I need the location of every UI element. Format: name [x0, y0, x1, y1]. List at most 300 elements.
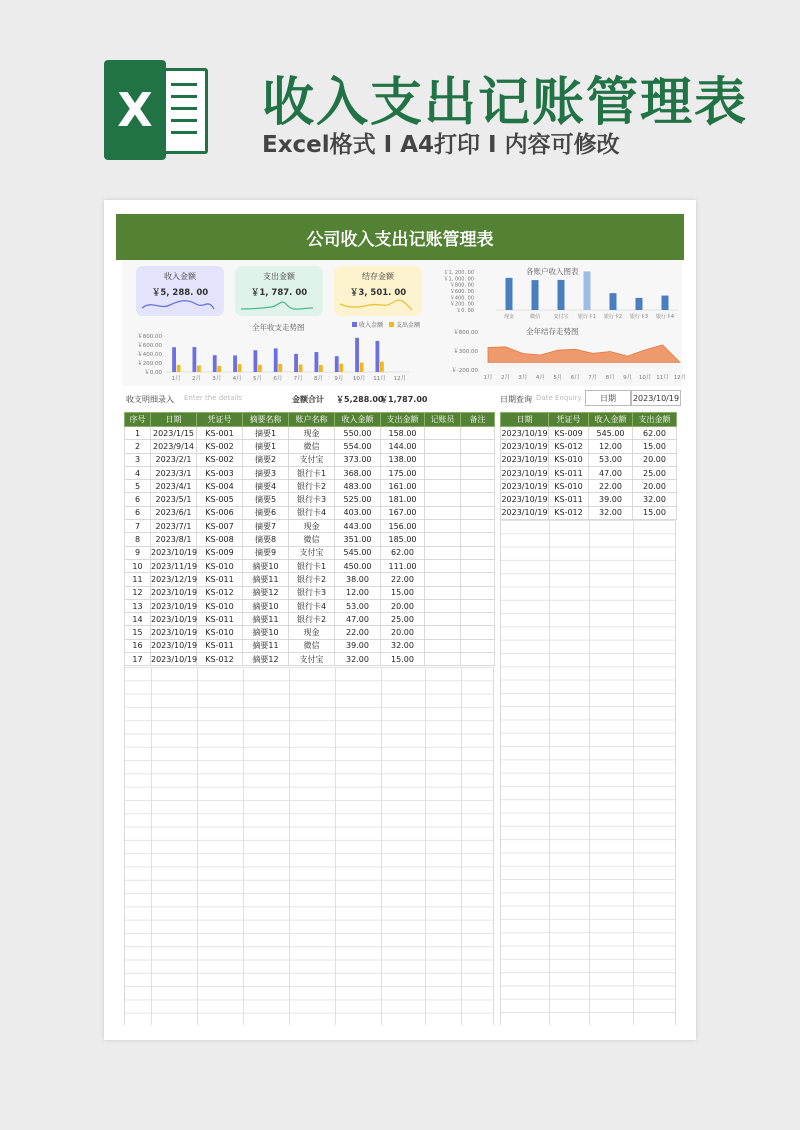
table-row — [125, 586, 495, 599]
table-cell[interactable]: KS-012 — [197, 653, 243, 666]
year-trend-chart — [122, 318, 422, 388]
table-cell[interactable]: 10 — [125, 559, 151, 572]
kpi-sparkline — [241, 296, 317, 312]
y-tick-label: ￥800.00 — [453, 330, 478, 336]
table-cell[interactable]: KS-009 — [197, 546, 243, 559]
table-cell[interactable] — [425, 613, 461, 626]
ledger-label: 收支明细录入 — [126, 395, 174, 404]
x-tick-label: 5月 — [253, 376, 262, 382]
table-cell[interactable]: 摘要7 — [243, 520, 289, 533]
bar — [506, 278, 513, 310]
y-tick-label: ￥400. 00 — [449, 295, 474, 302]
table-cell[interactable] — [425, 493, 461, 506]
table-cell[interactable]: 156.00 — [381, 520, 425, 533]
table-cell[interactable]: KS-011 — [197, 573, 243, 586]
table-cell[interactable]: 144.00 — [381, 440, 425, 453]
table-cell[interactable]: 2023/5/1 — [151, 493, 197, 506]
bar-expense — [238, 364, 242, 372]
spreadsheet-page — [104, 200, 696, 1040]
bar-expense — [380, 362, 384, 372]
table-cell[interactable]: KS-002 — [197, 440, 243, 453]
x-tick-label: 银行卡4 — [655, 314, 675, 320]
table-cell[interactable]: 摘要12 — [243, 586, 289, 599]
table-cell[interactable]: 351.00 — [335, 533, 381, 546]
balance-trend-chart — [432, 326, 687, 386]
column-header[interactable]: 支出金额 — [381, 413, 425, 427]
sheet-title: 公司收入支出记账管理表 — [116, 214, 684, 260]
table-cell[interactable]: 2023/10/19 — [501, 506, 549, 519]
table-row — [501, 493, 677, 506]
ledger-input-hint[interactable]: Enter the details — [184, 394, 243, 402]
table-cell[interactable]: 8 — [125, 533, 151, 546]
table-cell[interactable]: KS-006 — [197, 506, 243, 519]
x-tick-label: 7月 — [588, 375, 598, 381]
table-cell[interactable]: KS-012 — [197, 586, 243, 599]
table-cell[interactable]: KS-010 — [549, 480, 589, 493]
table-cell[interactable]: 22.00 — [381, 573, 425, 586]
table-cell[interactable]: KS-007 — [197, 520, 243, 533]
kpi-sparkline — [142, 296, 218, 312]
table-row — [125, 599, 495, 612]
table-cell[interactable]: KS-011 — [549, 493, 589, 506]
table-cell[interactable]: 17 — [125, 653, 151, 666]
table-cell[interactable]: 2023/10/19 — [501, 493, 549, 506]
table-cell[interactable]: 25.00 — [633, 466, 677, 479]
table-cell[interactable]: 2023/12/19 — [151, 573, 197, 586]
kpi-value: ￥1, 787. 00 — [250, 288, 308, 298]
table-cell[interactable]: 12.00 — [335, 586, 381, 599]
bar-income — [254, 350, 258, 372]
table-cell[interactable]: 20.00 — [381, 626, 425, 639]
table-cell[interactable]: 22.00 — [589, 480, 633, 493]
table-cell[interactable]: 摘要3 — [243, 466, 289, 479]
table-cell[interactable]: 368.00 — [335, 466, 381, 479]
table-cell[interactable]: 2023/1/15 — [151, 427, 197, 440]
table-cell[interactable]: 2023/10/19 — [151, 639, 197, 652]
table-cell[interactable]: 32.00 — [633, 493, 677, 506]
table-cell[interactable]: KS-010 — [197, 599, 243, 612]
table-cell[interactable]: 6 — [125, 493, 151, 506]
x-tick-label: 2月 — [192, 376, 201, 382]
table-cell[interactable]: 138.00 — [381, 453, 425, 466]
table-cell[interactable]: 2023/6/1 — [151, 506, 197, 519]
x-tick-label: 6月 — [273, 376, 283, 382]
table-cell[interactable]: 银行卡1 — [289, 466, 335, 479]
table-cell[interactable]: 2023/8/1 — [151, 533, 197, 546]
x-tick-label: 3月 — [518, 375, 528, 381]
column-header[interactable]: 凭证号 — [197, 413, 243, 427]
table-cell[interactable] — [425, 626, 461, 639]
table-cell[interactable]: 银行卡4 — [289, 599, 335, 612]
chart-legend: 收入金额 支出金额 — [348, 320, 420, 329]
table-cell[interactable]: 4 — [125, 466, 151, 479]
column-header[interactable]: 账户名称 — [289, 413, 335, 427]
total-label: 金额合计 — [292, 395, 324, 404]
table-cell[interactable] — [461, 466, 495, 479]
table-cell[interactable]: 15.00 — [633, 440, 677, 453]
table-cell[interactable] — [425, 506, 461, 519]
column-header[interactable]: 收入金额 — [589, 413, 633, 427]
table-cell[interactable]: KS-010 — [549, 453, 589, 466]
x-tick-label: 4月 — [232, 376, 242, 382]
excel-logo-icon: X — [100, 60, 210, 160]
y-tick-label: ￥300.00 — [453, 349, 478, 355]
y-tick-label: ￥1, 200. 00 — [443, 270, 474, 276]
table-cell[interactable]: 银行卡2 — [289, 480, 335, 493]
table-cell[interactable] — [461, 653, 495, 666]
table-cell[interactable]: 2023/2/1 — [151, 453, 197, 466]
table-cell[interactable]: 微信 — [289, 639, 335, 652]
column-header[interactable]: 日期 — [501, 413, 549, 427]
table-row — [501, 427, 677, 440]
table-cell[interactable]: 摘要8 — [243, 533, 289, 546]
table-row — [125, 626, 495, 639]
table-cell[interactable] — [425, 440, 461, 453]
bar-expense — [217, 366, 221, 372]
table-cell[interactable]: 2023/10/19 — [501, 466, 549, 479]
bar-income — [355, 338, 359, 372]
table-cell[interactable]: KS-008 — [197, 533, 243, 546]
column-header[interactable]: 日期 — [151, 413, 197, 427]
table-cell[interactable]: KS-011 — [549, 466, 589, 479]
table-cell[interactable]: 38.00 — [335, 573, 381, 586]
y-tick-label: ￥200. 00 — [449, 301, 474, 308]
table-cell[interactable]: 20.00 — [633, 453, 677, 466]
table-cell[interactable]: 32.00 — [381, 639, 425, 652]
table-cell[interactable]: 摘要11 — [243, 573, 289, 586]
table-cell[interactable]: 摘要10 — [243, 559, 289, 572]
table-cell[interactable]: 554.00 — [335, 440, 381, 453]
column-header[interactable]: 记账员 — [425, 413, 461, 427]
table-cell[interactable] — [461, 559, 495, 572]
table-cell[interactable]: 15.00 — [633, 506, 677, 519]
bar-expense — [299, 364, 303, 372]
table-cell[interactable]: 161.00 — [381, 480, 425, 493]
table-cell[interactable]: KS-005 — [197, 493, 243, 506]
table-cell[interactable]: 2023/10/19 — [151, 599, 197, 612]
table-cell[interactable] — [461, 520, 495, 533]
table-cell[interactable] — [461, 546, 495, 559]
table-row — [125, 453, 495, 466]
account-income-chart — [432, 268, 682, 322]
x-tick-label: 8月 — [314, 376, 323, 382]
table-cell[interactable]: 银行卡2 — [289, 573, 335, 586]
table-cell[interactable]: 2023/10/19 — [151, 613, 197, 626]
table-cell[interactable] — [461, 599, 495, 612]
table-row — [501, 466, 677, 479]
table-cell[interactable]: 16 — [125, 639, 151, 652]
table-cell[interactable]: 62.00 — [633, 427, 677, 440]
x-tick-label: 10月 — [638, 375, 652, 381]
promo-banner — [0, 0, 800, 200]
table-cell[interactable]: 20.00 — [381, 599, 425, 612]
table-cell[interactable] — [425, 599, 461, 612]
table-row — [501, 440, 677, 453]
table-cell[interactable] — [461, 440, 495, 453]
table-cell[interactable] — [425, 427, 461, 440]
table-cell[interactable]: 微信 — [289, 533, 335, 546]
table-cell[interactable]: 摘要6 — [243, 506, 289, 519]
table-cell[interactable] — [461, 586, 495, 599]
table-cell[interactable] — [425, 653, 461, 666]
table-cell[interactable]: 摘要1 — [243, 427, 289, 440]
table-cell[interactable]: 22.00 — [335, 626, 381, 639]
table-cell[interactable]: 银行卡4 — [289, 506, 335, 519]
table-cell[interactable]: 摘要2 — [243, 453, 289, 466]
table-cell[interactable]: 银行卡2 — [289, 613, 335, 626]
x-tick-label: 9月 — [334, 376, 344, 382]
bar-income — [376, 341, 380, 372]
table-cell[interactable]: 2023/10/19 — [151, 546, 197, 559]
table-cell[interactable]: KS-012 — [549, 440, 589, 453]
table-cell[interactable]: 175.00 — [381, 466, 425, 479]
x-tick-label: 4月 — [535, 375, 545, 381]
table-cell[interactable]: 3 — [125, 453, 151, 466]
table-cell[interactable] — [425, 546, 461, 559]
x-tick-label: 微信 — [529, 314, 541, 320]
table-cell[interactable] — [425, 466, 461, 479]
page-title: 收入支出记账管理表 — [262, 73, 749, 133]
table-cell[interactable] — [425, 533, 461, 546]
table-cell[interactable]: 545.00 — [335, 546, 381, 559]
table-cell[interactable]: 167.00 — [381, 506, 425, 519]
date-query-input[interactable]: 2023/10/19 — [631, 390, 681, 406]
table-cell[interactable] — [461, 506, 495, 519]
table-cell[interactable]: 53.00 — [589, 453, 633, 466]
bar — [662, 296, 669, 310]
table-cell[interactable]: 银行卡3 — [289, 493, 335, 506]
bar — [558, 280, 565, 310]
table-cell[interactable]: 支付宝 — [289, 453, 335, 466]
x-tick-label: 银行卡2 — [603, 314, 623, 320]
table-cell[interactable]: 111.00 — [381, 559, 425, 572]
table-cell[interactable]: 403.00 — [335, 506, 381, 519]
table-cell[interactable]: 2023/10/19 — [501, 453, 549, 466]
table-cell[interactable]: 2023/7/1 — [151, 520, 197, 533]
table-cell[interactable]: 373.00 — [335, 453, 381, 466]
y-tick-label: ￥1, 000. 00 — [443, 276, 474, 283]
table-cell[interactable]: 2023/10/19 — [501, 440, 549, 453]
x-tick-label: 11月 — [373, 376, 386, 382]
table-cell[interactable]: 2 — [125, 440, 151, 453]
table-cell[interactable]: 5 — [125, 480, 151, 493]
table-cell[interactable]: 47.00 — [589, 466, 633, 479]
x-tick-label: 支付宝 — [553, 314, 569, 320]
column-header[interactable]: 支出金额 — [633, 413, 677, 427]
bar — [584, 271, 591, 310]
column-header[interactable]: 序号 — [125, 413, 151, 427]
total-expense: ￥1,787.00 — [380, 395, 428, 404]
y-tick-label: ￥0.00 — [144, 370, 162, 376]
table-cell[interactable]: KS-009 — [549, 427, 589, 440]
table-cell[interactable]: KS-004 — [197, 480, 243, 493]
table-cell[interactable] — [461, 639, 495, 652]
kpi-label: 支出金额 — [263, 272, 295, 281]
bar-expense — [258, 365, 262, 372]
kpi-value: ￥3, 501. 00 — [349, 288, 407, 298]
table-cell[interactable]: 47.00 — [335, 613, 381, 626]
table-cell[interactable] — [425, 586, 461, 599]
table-cell[interactable]: KS-010 — [197, 626, 243, 639]
bar-income — [213, 355, 217, 372]
bar-income — [335, 356, 339, 372]
x-tick-label: 11月 — [656, 375, 669, 381]
table-cell[interactable]: 2023/9/14 — [151, 440, 197, 453]
y-tick-label: ￥600. 00 — [449, 289, 474, 295]
table-cell[interactable]: 摘要1 — [243, 440, 289, 453]
table-cell[interactable]: 39.00 — [335, 639, 381, 652]
chart-title: 全年收支走势图 — [252, 323, 305, 332]
table-cell[interactable] — [425, 639, 461, 652]
bar-income — [294, 354, 298, 372]
kpi-balance-card — [334, 266, 422, 316]
table-cell[interactable]: 摘要11 — [243, 639, 289, 652]
table-cell[interactable]: 13 — [125, 599, 151, 612]
table-cell[interactable]: KS-001 — [197, 427, 243, 440]
x-tick-label: 10月 — [352, 376, 366, 382]
table-cell[interactable]: 550.00 — [335, 427, 381, 440]
table-cell[interactable]: 银行卡3 — [289, 586, 335, 599]
table-cell[interactable]: 185.00 — [381, 533, 425, 546]
kpi-expense-card — [235, 266, 323, 316]
table-cell[interactable]: 2023/10/19 — [151, 626, 197, 639]
table-cell[interactable]: 545.00 — [589, 427, 633, 440]
kpi-label: 收入金额 — [164, 272, 196, 281]
table-cell[interactable]: KS-011 — [197, 639, 243, 652]
table-cell[interactable] — [461, 480, 495, 493]
table-cell[interactable]: 摘要10 — [243, 626, 289, 639]
table-cell[interactable] — [461, 626, 495, 639]
table-cell[interactable]: 支付宝 — [289, 653, 335, 666]
table-cell[interactable] — [461, 573, 495, 586]
table-cell[interactable]: 摘要10 — [243, 599, 289, 612]
column-header[interactable]: 备注 — [461, 413, 495, 427]
bar-expense — [339, 364, 343, 372]
table-cell[interactable]: KS-012 — [549, 506, 589, 519]
table-cell[interactable]: 2023/3/1 — [151, 466, 197, 479]
table-cell[interactable]: 443.00 — [335, 520, 381, 533]
x-tick-label: 银行卡1 — [577, 314, 597, 320]
table-cell[interactable] — [425, 520, 461, 533]
table-cell[interactable] — [461, 427, 495, 440]
y-tick-label: ￥800. 00 — [449, 282, 474, 289]
y-tick-label: ￥600.00 — [137, 343, 162, 349]
table-cell[interactable]: 15.00 — [381, 586, 425, 599]
total-income: ￥5,288.00 — [336, 395, 384, 404]
kpi-sparkline — [340, 296, 416, 312]
column-header[interactable]: 收入金额 — [335, 413, 381, 427]
table-cell[interactable]: 14 — [125, 613, 151, 626]
query-input-hint[interactable]: Date Enquiry — [536, 394, 582, 402]
kpi-income-card — [136, 266, 224, 316]
table-cell[interactable]: 39.00 — [589, 493, 633, 506]
query-label: 日期查询 — [500, 395, 532, 404]
table-row — [125, 493, 495, 506]
table-cell[interactable]: 摘要4 — [243, 480, 289, 493]
query-empty-rows — [500, 520, 676, 1025]
table-cell[interactable]: 9 — [125, 546, 151, 559]
table-row — [125, 506, 495, 519]
table-cell[interactable]: 525.00 — [335, 493, 381, 506]
column-header[interactable]: 凭证号 — [549, 413, 589, 427]
table-cell[interactable]: 6 — [125, 506, 151, 519]
column-header[interactable]: 摘要名称 — [243, 413, 289, 427]
x-tick-label: 现金 — [503, 314, 515, 320]
table-cell[interactable]: 32.00 — [335, 653, 381, 666]
table-cell[interactable]: 32.00 — [589, 506, 633, 519]
table-cell[interactable]: 450.00 — [335, 559, 381, 572]
table-row — [501, 506, 677, 519]
table-cell[interactable] — [425, 573, 461, 586]
table-cell[interactable]: 11 — [125, 573, 151, 586]
table-cell[interactable]: 银行卡1 — [289, 559, 335, 572]
table-cell[interactable]: 2023/10/19 — [151, 586, 197, 599]
y-tick-label: ￥800.00 — [137, 334, 162, 340]
table-cell[interactable]: 53.00 — [335, 599, 381, 612]
table-cell[interactable]: 支付宝 — [289, 546, 335, 559]
table-row — [125, 440, 495, 453]
table-cell[interactable]: 15.00 — [381, 653, 425, 666]
table-cell[interactable] — [461, 533, 495, 546]
ledger-table — [124, 412, 495, 666]
table-cell[interactable]: 7 — [125, 520, 151, 533]
table-cell[interactable]: 2023/10/19 — [501, 480, 549, 493]
bar-expense — [319, 365, 323, 372]
table-cell[interactable]: 12.00 — [589, 440, 633, 453]
table-cell[interactable]: 摘要11 — [243, 613, 289, 626]
table-cell[interactable]: 摘要9 — [243, 546, 289, 559]
table-cell[interactable]: 62.00 — [381, 546, 425, 559]
table-cell[interactable]: 25.00 — [381, 613, 425, 626]
bar-income — [315, 352, 319, 372]
table-cell[interactable] — [425, 559, 461, 572]
ledger-empty-rows — [124, 667, 494, 1025]
table-cell[interactable]: 现金 — [289, 427, 335, 440]
table-cell[interactable] — [461, 453, 495, 466]
table-cell[interactable]: 现金 — [289, 626, 335, 639]
table-cell[interactable]: 158.00 — [381, 427, 425, 440]
table-cell[interactable]: 181.00 — [381, 493, 425, 506]
table-cell[interactable]: 摘要5 — [243, 493, 289, 506]
table-cell[interactable] — [425, 480, 461, 493]
table-cell[interactable]: 15 — [125, 626, 151, 639]
table-cell[interactable]: 2023/11/19 — [151, 559, 197, 572]
table-cell[interactable]: 2023/4/1 — [151, 480, 197, 493]
table-cell[interactable] — [461, 493, 495, 506]
table-row — [125, 559, 495, 572]
table-cell[interactable]: KS-002 — [197, 453, 243, 466]
chart-title: 全年结存走势图 — [526, 327, 579, 336]
table-cell[interactable] — [425, 453, 461, 466]
bar-income — [172, 347, 176, 372]
table-row — [125, 520, 495, 533]
table-cell[interactable]: 摘要12 — [243, 653, 289, 666]
x-tick-label: 1月 — [483, 375, 493, 381]
table-cell[interactable]: KS-011 — [197, 613, 243, 626]
table-cell[interactable]: KS-003 — [197, 466, 243, 479]
table-cell[interactable]: 483.00 — [335, 480, 381, 493]
table-cell[interactable] — [461, 613, 495, 626]
table-cell[interactable]: 微信 — [289, 440, 335, 453]
date-label-cell: 日期 — [585, 390, 631, 406]
table-cell[interactable]: KS-010 — [197, 559, 243, 572]
table-cell[interactable]: 2023/10/19 — [501, 427, 549, 440]
table-cell[interactable]: 现金 — [289, 520, 335, 533]
table-cell[interactable]: 2023/10/19 — [151, 653, 197, 666]
table-cell[interactable]: 20.00 — [633, 480, 677, 493]
table-cell[interactable]: 1 — [125, 427, 151, 440]
table-cell[interactable]: 12 — [125, 586, 151, 599]
